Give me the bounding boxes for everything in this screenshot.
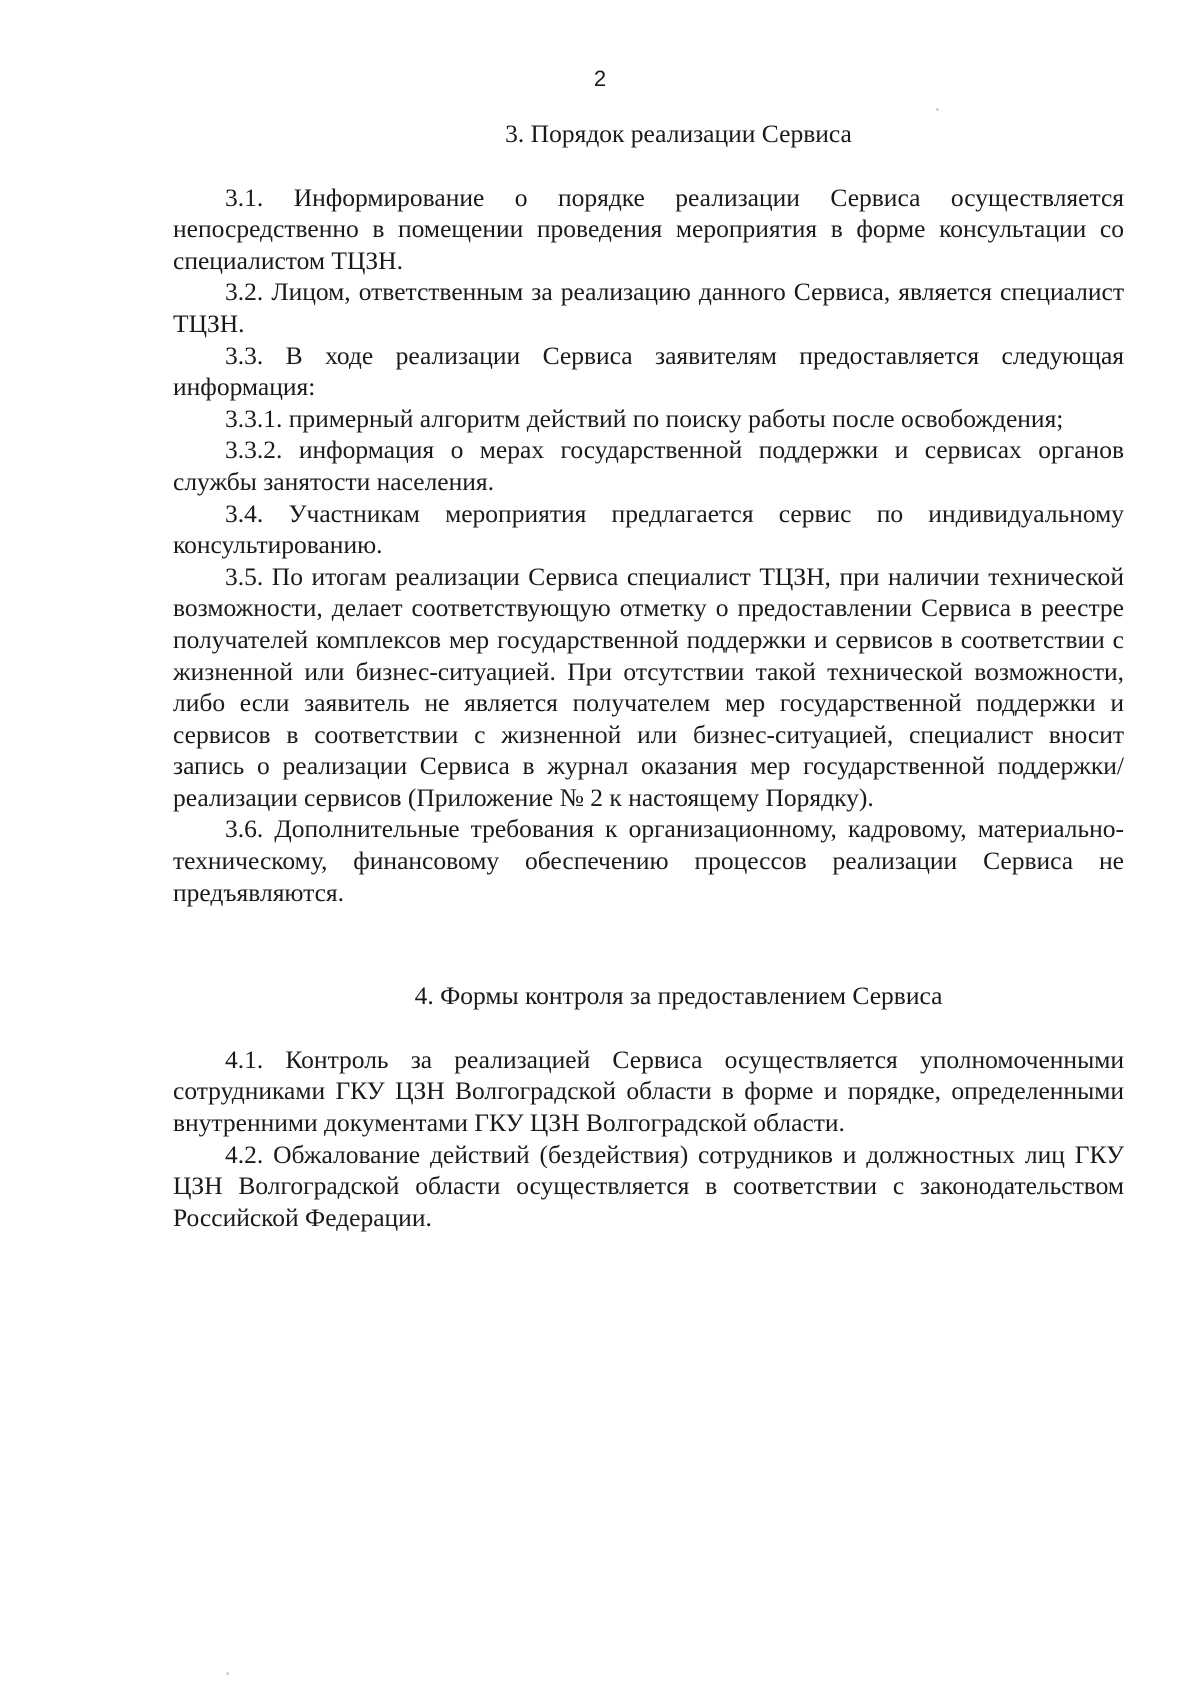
paragraph-3-3-2: 3.3.2. информация о мерах государственной поддержки и сервисах органов службы занятости населения. [173, 435, 1124, 496]
paragraph-4-1: 4.1. Контроль за реализацией Сервиса осуществляется уполномоченными сотрудниками ГКУ ЦЗН Волгоградской области в форме и порядке, определенными внутренними документами ГКУ ЦЗН Волгоградской области. [173, 1044, 1124, 1138]
paragraph-3-6: 3.6. Дополнительные требования к организационному, кадровому, материально-техническому, финансовому обеспечению процессов реализации Сервиса не предъявляются. [173, 814, 1124, 907]
paragraph-3-3-1: 3.3.1. примерный алгоритм действий по поиску работы после освобождения; [225, 403, 1064, 433]
scan-speck [226, 1672, 229, 1675]
paragraph-3-2: 3.2. Лицом, ответственным за реализацию данного Сервиса, является специалист ТЦЗН. [173, 277, 1124, 338]
paragraph-3-3: 3.3. В ходе реализации Сервиса заявителям предоставляется следующая информация: [173, 340, 1124, 402]
document-body [173, 118, 1124, 1233]
paragraph-3-4: 3.4. Участникам мероприятия предлагается сервис по индивидуальному консультированию. [173, 498, 1124, 560]
paragraph-3-1: 3.1. Информирование о порядке реализации Сервиса осуществляется непосредственно в помещении проведения мероприятия в форме консультации со специалистом ТЦЗН. [173, 182, 1124, 275]
section-3-title: 3. Порядок реализации Сервиса [505, 119, 852, 148]
paragraph-3-5: 3.5. По итогам реализации Сервиса специалист ТЦЗН, при наличии технической возможности, делает соответствующую отметку о предоставлении Сервиса в реестре получателей комплексов мер государственной поддержки и сервисов в соответствии с жизненной или бизнес-ситуацией. При отсутствии такой технической возможности, либо если заявитель не является получателем мер государственной поддержки и сервисов в соответствии с жизненной или бизнес-ситуацией, специалист вносит запись о реализации Сервиса в журнал оказания мер государственной поддержки/реализации сервисов (Приложение № 2 к настоящему Порядку). [173, 561, 1124, 812]
paragraph-4-2: 4.2. Обжалование действий (бездействия) сотрудников и должностных лиц ГКУ ЦЗН Волгоградской области осуществляется в соответствии с законодательством Российской Федерации. [173, 1139, 1124, 1232]
section-4 [173, 980, 1124, 1233]
scan-speck [936, 108, 939, 111]
section-3 [173, 118, 1124, 908]
section-4-title: 4. Формы контроля за предоставлением Сервиса [414, 981, 943, 1011]
page-number: 2 [593, 66, 607, 91]
